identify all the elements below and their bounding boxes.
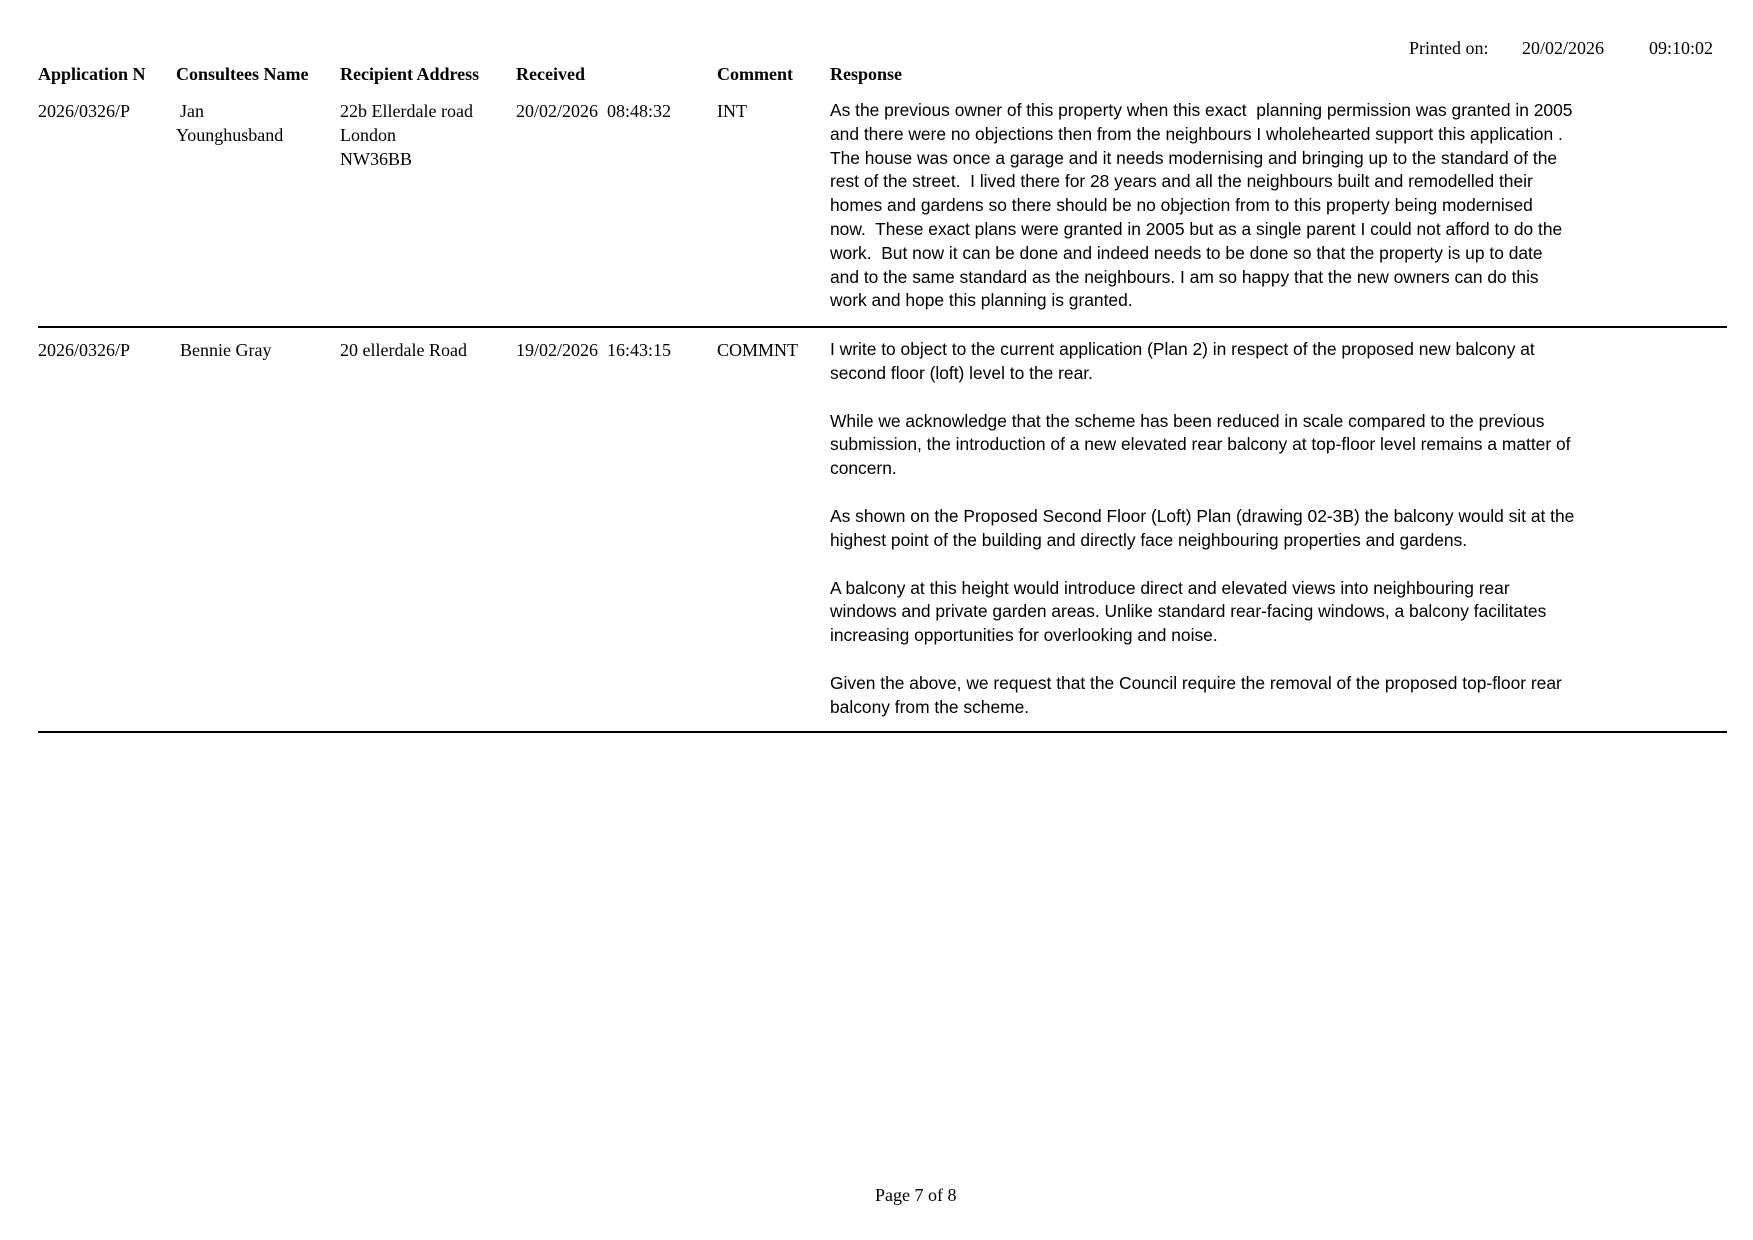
response-line: and to the same standard as the neighbours. I am so happy that the new owners can do this (830, 266, 1539, 287)
comment-type: INT (717, 101, 747, 121)
address-line: NW36BB (340, 149, 412, 169)
page-number: Page 7 of 8 (875, 1185, 957, 1205)
response-line: I write to object to the current application (Plan 2) in respect of the proposed new balcony at (830, 339, 1535, 359)
response-line: and there were no objections then from the neighbours I wholehearted support this application . (830, 123, 1563, 144)
column-header-address: Recipient Address (340, 64, 480, 84)
response-paragraph (830, 338, 1650, 386)
response-line: now. These exact plans were granted in 2005 but as a single parent I could not afford to do the (830, 218, 1563, 239)
column-header-received: Received (516, 64, 585, 84)
comment-type: COMMNT (717, 340, 799, 360)
response-line: concern. (830, 458, 897, 479)
response-paragraph (830, 577, 1650, 648)
response-line: work and hope this planning is granted. (830, 290, 1133, 311)
address-line: London (340, 125, 396, 145)
consultee-name-line: Jan (180, 101, 204, 121)
column-header-consultee: Consultees Name (176, 64, 309, 84)
consultee-name (180, 338, 271, 362)
printed-on-time: 09:10:02 (1649, 38, 1714, 58)
printed-on-date: 20/02/2026 (1522, 38, 1605, 58)
response-line: As shown on the Proposed Second Floor (Loft) Plan (drawing 02-3B) the balcony would sit at the (830, 505, 1575, 526)
response-line: windows and private garden areas. Unlike standard rear-facing windows, a balcony facilitates (830, 601, 1547, 622)
column-header-application: Application N (38, 64, 146, 84)
response-text (830, 99, 1650, 313)
consultee-name-line: Younghusband (176, 125, 284, 145)
recipient-address (340, 338, 467, 362)
response-line: increasing opportunities for overlooking and noise. (830, 625, 1218, 646)
address-line: 20 ellerdale Road (340, 340, 467, 360)
response-paragraph (830, 672, 1650, 720)
response-line: second floor (loft) level to the rear. (830, 362, 1093, 383)
response-line: work. But now it can be done and indeed needs to be done so that the property is up to date (830, 242, 1543, 263)
response-line: highest point of the building and directly face neighbouring properties and gardens. (830, 529, 1468, 550)
response-line: rest of the street. I lived there for 28 years and all the neighbours built and remodelled their (830, 171, 1533, 192)
consultee-name-line: Bennie Gray (180, 340, 272, 360)
response-line: A balcony at this height would introduce direct and elevated views into neighbouring rear (830, 577, 1510, 598)
response-line: Given the above, we request that the Council require the removal of the proposed top-floor rear (830, 672, 1562, 693)
response-line: As the previous owner of this property when this exact planning permission was granted in 2005 (830, 100, 1573, 120)
response-text (830, 338, 1650, 720)
response-paragraph (830, 410, 1650, 481)
row-divider (38, 731, 1727, 733)
column-header-response: Response (830, 64, 903, 84)
response-paragraph (830, 99, 1650, 313)
column-header-comment: Comment (717, 64, 793, 84)
recipient-address (340, 99, 473, 171)
response-line: homes and gardens so there should be no objection from to this property being modernised (830, 195, 1533, 216)
response-line: The house was once a garage and it needs modernising and bringing up to the standard of the (830, 147, 1558, 168)
row-divider (38, 326, 1727, 328)
application-number: 2026/0326/P (38, 340, 131, 360)
response-line: balcony from the scheme. (830, 696, 1030, 717)
response-line: submission, the introduction of a new elevated rear balcony at top-floor level remains a matter of (830, 434, 1571, 455)
response-line: While we acknowledge that the scheme has been reduced in scale compared to the previous (830, 410, 1545, 431)
received-datetime: 19/02/2026 16:43:15 (516, 340, 672, 360)
consultee-name (176, 99, 283, 147)
address-line: 22b Ellerdale road (340, 101, 473, 121)
printed-on-label: Printed on: (1409, 38, 1489, 58)
received-datetime: 20/02/2026 08:48:32 (516, 101, 672, 121)
response-paragraph (830, 505, 1650, 553)
application-number: 2026/0326/P (38, 101, 131, 121)
